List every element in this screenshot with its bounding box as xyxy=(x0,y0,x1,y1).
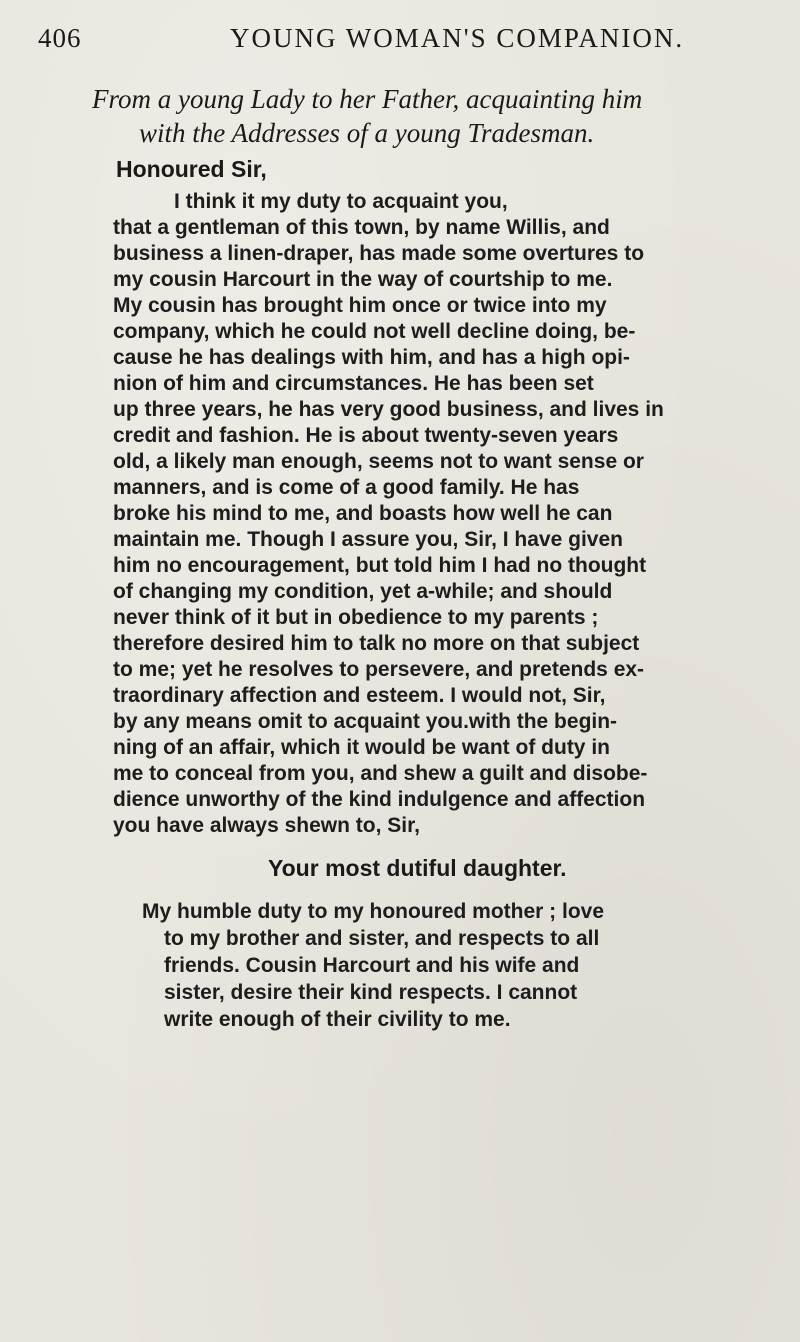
postscript-line: sister, desire their kind respects. I cannot xyxy=(164,981,578,1004)
page-number: 406 xyxy=(38,23,82,53)
postscript-line: friends. Cousin Harcourt and his wife and xyxy=(164,954,580,977)
body-line: traordinary affection and esteem. I would not, Sir, xyxy=(113,684,606,707)
body-line: him no encouragement, but told him I had no thought xyxy=(113,554,647,577)
body-line: I think it my duty to acquaint you, xyxy=(174,190,508,213)
body-line: business a linen-draper, has made some overtures to xyxy=(113,242,645,265)
letter-heading xyxy=(92,82,772,150)
body-line: manners, and is come of a good family. He has xyxy=(113,476,580,499)
body-line: credit and fashion. He is about twenty-seven years xyxy=(113,424,619,447)
body-line: My cousin has brought him once or twice into my xyxy=(113,294,607,317)
postscript-line: My humble duty to my honoured mother ; love xyxy=(142,900,605,923)
signature: Your most dutiful daughter. xyxy=(268,855,567,881)
postscript-line: to my brother and sister, and respects to all xyxy=(164,927,600,950)
body-line: dience unworthy of the kind indulgence and affection xyxy=(113,788,646,811)
body-line: broke his mind to me, and boasts how well he can xyxy=(113,502,613,525)
running-head xyxy=(38,20,738,56)
body-line: old, a likely man enough, seems not to want sense or xyxy=(113,450,644,473)
body-line: company, which he could not well decline doing, be- xyxy=(113,320,636,343)
body-line: therefore desired him to talk no more on that subject xyxy=(113,632,640,655)
body-line: to me; yet he resolves to persevere, and pretends ex- xyxy=(113,658,645,681)
body-line: by any means omit to acquaint you.with the begin- xyxy=(113,710,618,733)
body-line: nion of him and circumstances. He has been set xyxy=(113,372,594,395)
body-line: ning of an affair, which it would be want of duty in xyxy=(113,736,610,759)
running-title: YOUNG WOMAN'S COMPANION. xyxy=(230,23,685,53)
body-line: my cousin Harcourt in the way of courtship to me. xyxy=(113,268,613,291)
heading-line: From a young Lady to her Father, acquainting him xyxy=(92,84,643,114)
body-line: me to conceal from you, and shew a guilt and disobe- xyxy=(113,762,648,785)
heading-line: with the Addresses of a young Tradesman. xyxy=(139,118,595,148)
postscript-line: write enough of their civility to me. xyxy=(164,1008,511,1031)
body-line: of changing my condition, yet a-while; and should xyxy=(113,580,613,603)
body-line: cause he has dealings with him, and has a high opi- xyxy=(113,346,630,369)
body-line: never think of it but in obedience to my parents ; xyxy=(113,606,599,629)
body-line: maintain me. Though I assure you, Sir, I have given xyxy=(113,528,623,551)
body-line: up three years, he has very good business, and lives in xyxy=(113,398,664,421)
body-line: you have always shewn to, Sir, xyxy=(113,814,420,837)
body-line: that a gentleman of this town, by name Willis, and xyxy=(113,216,610,239)
salutation: Honoured Sir, xyxy=(116,156,267,182)
